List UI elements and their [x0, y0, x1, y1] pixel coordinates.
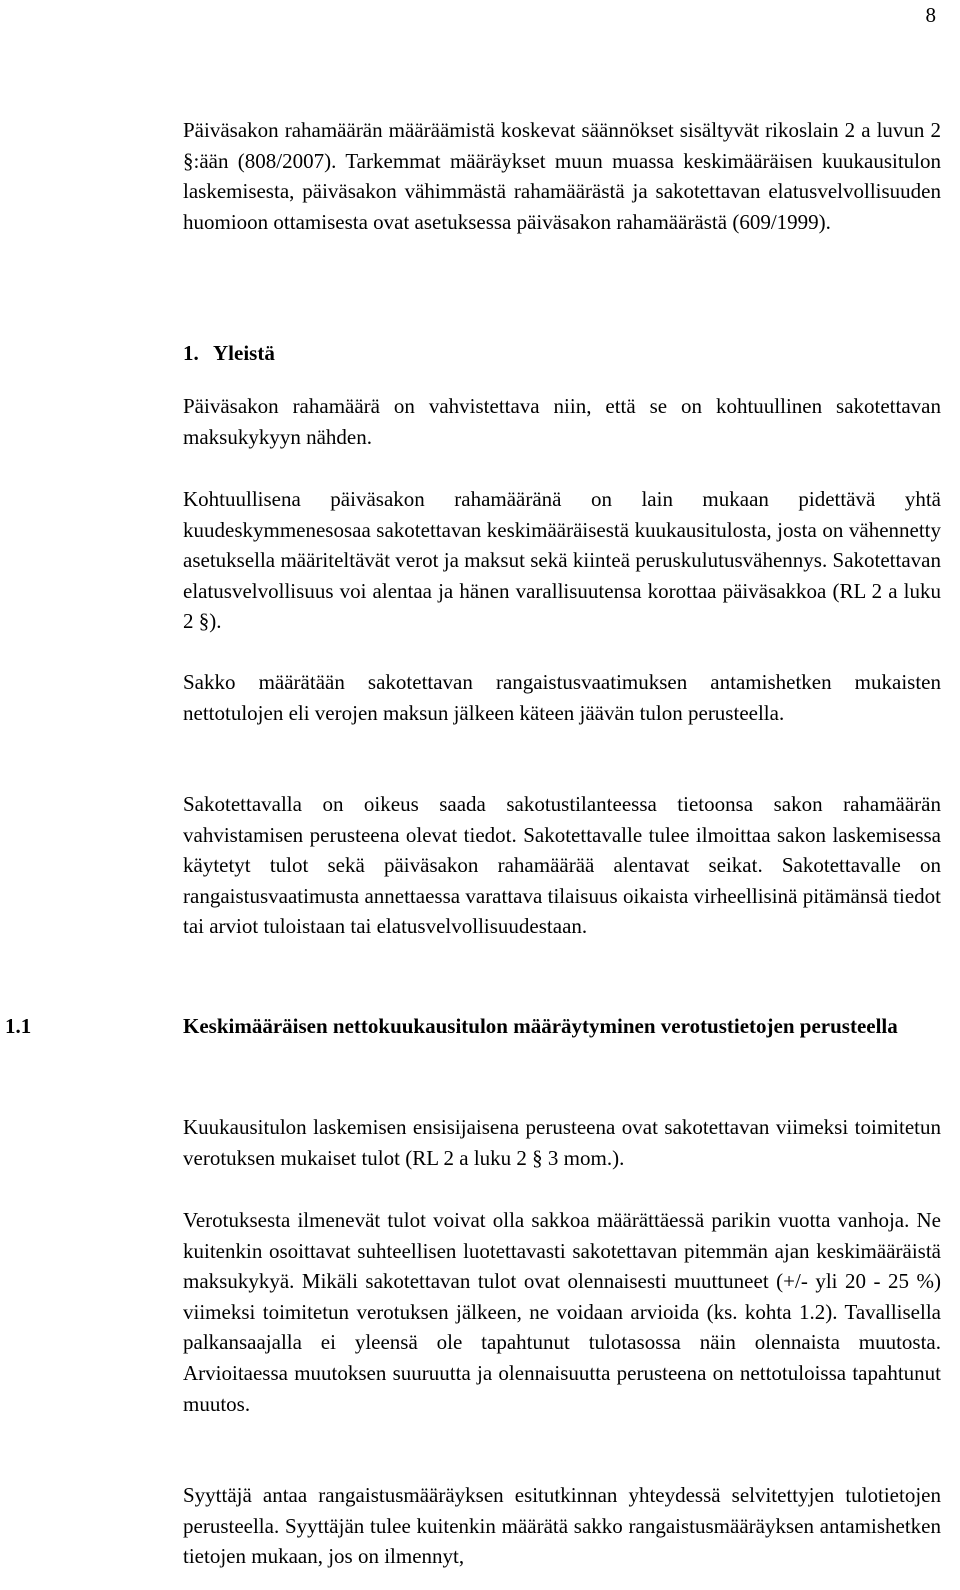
- page-number: 8: [925, 3, 936, 27]
- section-1-paragraph-2: Kohtuullisena päiväsakon rahamääränä on lain mukaan pidettävä yhtä kuudeskymmenesosaa sakotettavan keskimääräisestä kuukausitulosta, josta on vähennetty asetuksella määriteltävät verot ja maksut sekä kiinteä peruskulutusvähennys. Sakotettavan elatusvelvollisuus voi alentaa ja hänen varallisuutensa korottaa päiväsakkoa (RL 2 a luku 2 §).: [183, 487, 941, 634]
- section-1-1-paragraph-3: Syyttäjä antaa rangaistusmääräyksen esitutkinnan yhteydessä selvitettyjen tulotietojen perusteella. Syyttäjän tulee kuitenkin määrätä sakko rangaistusmääräyksen antamishetken tietojen mukaan, jos on ilmennyt,: [183, 1483, 941, 1569]
- section-1-1-number: 1.1: [5, 1014, 32, 1038]
- intro-paragraph: Päiväsakon rahamäärän määräämistä koskevat säännökset sisältyvät rikoslain 2 a luvun 2 §:ään (808/2007). Tarkemmat määräykset muun muassa keskimääräisen kuukausitulon laskemisesta, päiväsakon vähimmästä rahamäärästä ja sakotettavan elatusvelvollisuuden huomioon ottamisesta ovat asetuksessa päiväsakon rahamäärästä (609/1999).: [183, 118, 941, 234]
- section-1-1-paragraph-1: Kuukausitulon laskemisen ensisijaisena perusteena ovat sakotettavan viimeksi toimitetun verotuksen mukaiset tulot (RL 2 a luku 2 § 3 mom.).: [183, 1115, 941, 1170]
- section-1-number: 1.: [183, 341, 199, 365]
- section-1-paragraph-3: Sakko määrätään sakotettavan rangaistusvaatimuksen antamishetken mukaisten nettotulojen eli verojen maksun jälkeen käteen jäävän tulon perusteella.: [183, 670, 941, 725]
- section-1-1-paragraph-2: Verotuksesta ilmenevät tulot voivat olla sakkoa määrättäessä parikin vuotta vanhoja. Ne kuitenkin osoittavat suhteellisen luotettavasti sakotettavan pitemmän ajan keskimääräistä maksukykyä. Mikäli sakotettavan tulot ovat olennaisesti muuttuneet (+/- yli 20 - 25 %) viimeksi toimitetun verotuksen jälkeen, ne voidaan arvioida (ks. kohta 1.2). Tavallisella palkansaajalla ei yleensä ole tapahtunut tulotasossa näin olennaista muutosta. Arvioitaessa muutoksen suuruutta ja olennaisuutta perusteena on nettotuloissa tapahtunut muutos.: [183, 1208, 941, 1416]
- section-1-paragraph-4: Sakotettavalla on oikeus saada sakotustilanteessa tietoonsa sakon rahamäärän vahvistamisen perusteena olevat tiedot. Sakotettavalle tulee ilmoittaa sakon laskemisessa käytetyt tulot sekä päiväsakon rahamäärää alentavat seikat. Sakotettavalle on rangaistusvaatimusta annettaessa varattava tilaisuus oikaista virheellisinä pitämänsä tiedot tai arviot tuloistaan tai elatusvelvollisuudestaan.: [183, 792, 941, 939]
- section-1-1-title: Keskimääräisen nettokuukausitulon määräytyminen verotustietojen perusteella: [183, 1014, 898, 1038]
- section-1-title: Yleistä: [213, 341, 275, 365]
- section-1-paragraph-1: Päiväsakon rahamäärä on vahvistettava niin, että se on kohtuullinen sakotettavan maksukykyyn nähden.: [183, 394, 941, 449]
